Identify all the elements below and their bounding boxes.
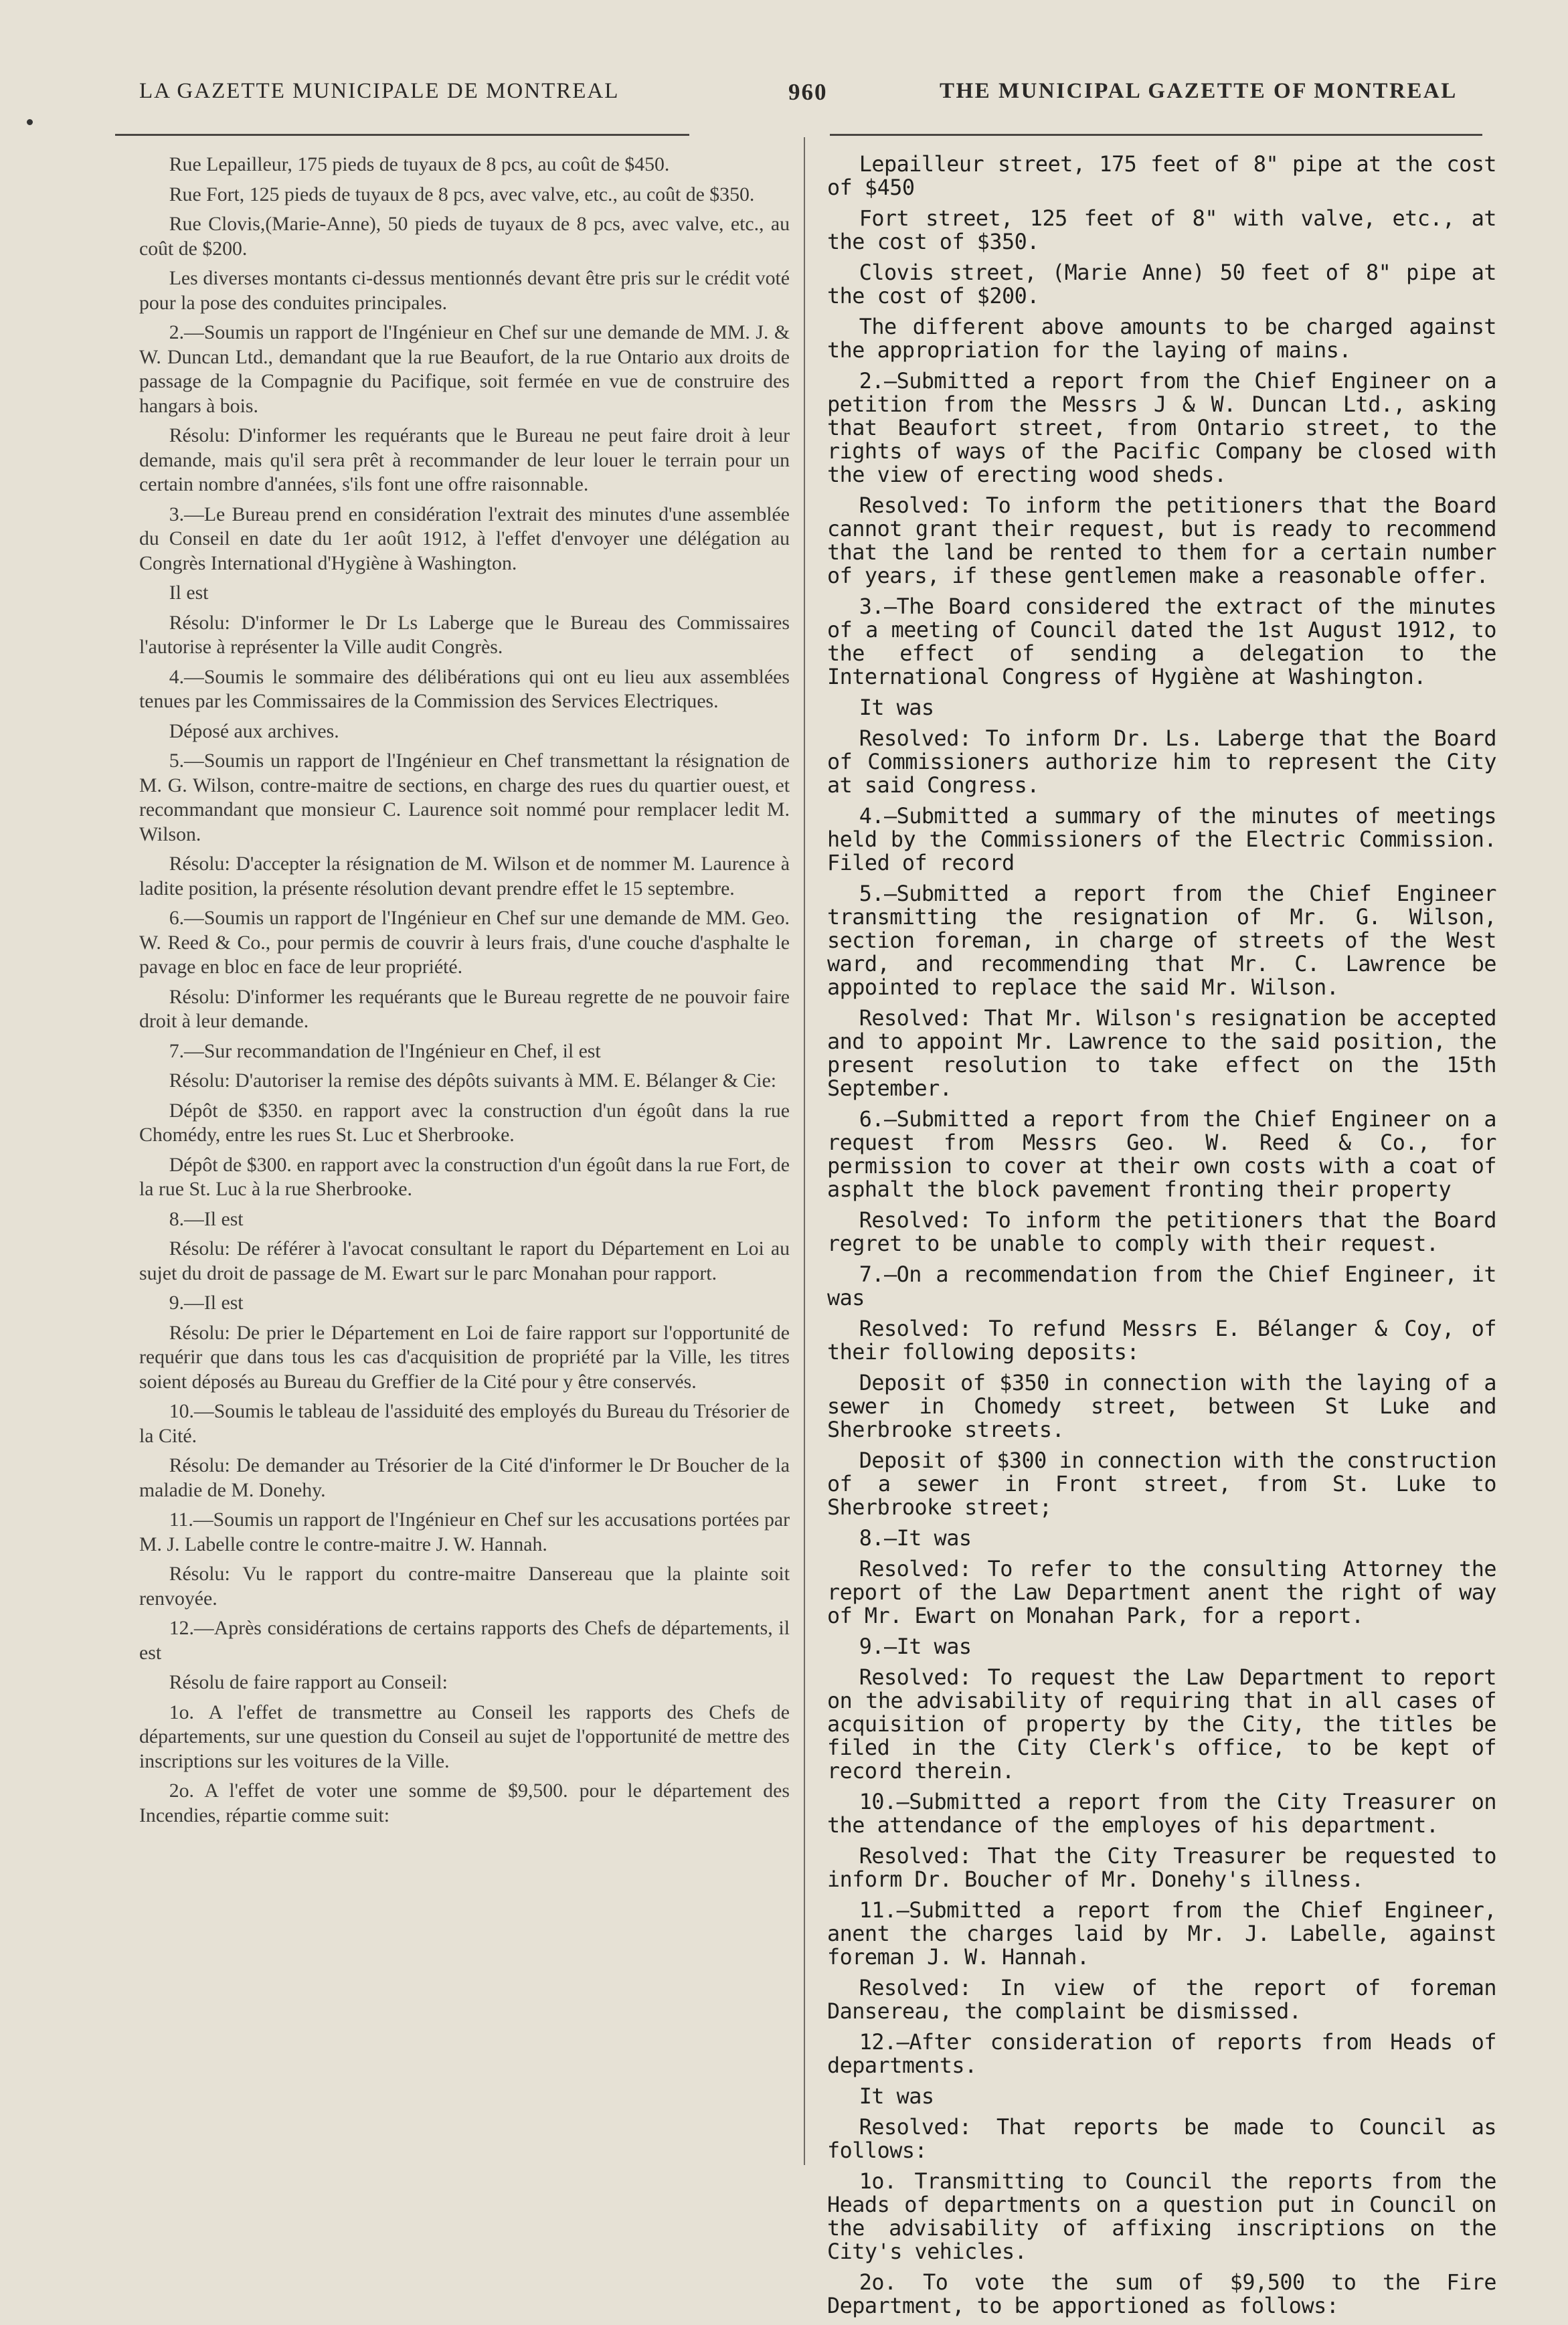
french-paragraph: 2o. A l'effet de voter une somme de $9,500. pour le département des Incendies, répartie comme suit: <box>139 1780 790 1826</box>
french-paragraph: Rue Clovis,(Marie-Anne), 50 pieds de tuyaux de 8 pcs, avec valve, etc., au coût de $200. <box>139 213 790 260</box>
french-paragraph: 4.—Soumis le sommaire des délibérations qui ont eu lieu aux assemblées tenues par les Commissaires de la Commission des Services Electriques. <box>139 665 790 712</box>
french-paragraph: Résolu: D'informer les requérants que le Bureau regrette de ne pouvoir faire droit à leur demande. <box>139 985 790 1032</box>
french-paragraph: Dépôt de $350. en rapport avec la construction d'un égoût dans la rue Chomédy, entre les rues St. Luc et Sherbrooke. <box>139 1099 790 1146</box>
english-paragraph: Resolved: To refund Messrs E. Bélanger & Coy, of their following deposits: <box>827 1316 1496 1365</box>
english-paragraph: 6.—Submitted a report from the Chief Engineer on a request from Messrs Geo. W. Reed & Co., for permission to cover at their own costs with a coat of asphalt the block pavement fronting their property <box>827 1107 1496 1202</box>
french-paragraph: Rue Fort, 125 pieds de tuyaux de 8 pcs, avec valve, etc., au coût de $350. <box>169 183 755 205</box>
english-paragraph: 3.—The Board considered the extract of the minutes of a meeting of Council dated the 1st August 1912, to the effect of sending a delegation to the International Congress of Hygiène at Washington. <box>827 594 1496 689</box>
english-paragraph: 5.—Submitted a report from the Chief Engineer transmitting the resignation of Mr. G. Wilson, section foreman, in charge of streets of the West ward, and recommending that Mr. C. Lawrence be appointed to replace the said Mr. Wilson. <box>827 881 1496 1000</box>
english-paragraph: Resolved: That the City Treasurer be requested to inform Dr. Boucher of Mr. Donehy's illness. <box>827 1844 1496 1892</box>
french-paragraph: Rue Lepailleur, 175 pieds de tuyaux de 8 pcs, au coût de $450. <box>169 153 670 175</box>
french-paragraph: 6.—Soumis un rapport de l'Ingénieur en Chef sur une demande de MM. Geo. W. Reed & Co., pour permis de couvrir à leurs frais, d'une couche d'asphalte le pavage en bloc en face de leur propriété. <box>139 907 790 978</box>
page-number: 960 <box>788 79 828 105</box>
french-paragraph: Les diverses montants ci-dessus mentionnés devant être pris sur le crédit voté pour la pose des conduites principales. <box>139 267 790 314</box>
english-paragraph: 10.—Submitted a report from the City Treasurer on the attendance of the employes of his department. <box>827 1790 1496 1838</box>
french-paragraph: 8.—Il est <box>169 1207 244 1230</box>
english-paragraph: It was <box>859 695 934 720</box>
english-paragraph: The different above amounts to be charged against the appropriation for the laying of mains. <box>827 315 1496 363</box>
french-paragraph: 10.—Soumis le tableau de l'assiduité des employés du Bureau du Trésorier de la Cité. <box>139 1400 790 1447</box>
french-paragraph: Déposé aux archives. <box>169 719 339 742</box>
header-english-title: THE MUNICIPAL GAZETTE OF MONTREAL <box>940 79 1458 103</box>
english-paragraph: 9.—It was <box>859 1634 972 1659</box>
english-paragraph: It was <box>859 2084 934 2109</box>
english-paragraph: Resolved: To inform the petitioners that the Board regret to be unable to comply with their request. <box>827 1208 1496 1256</box>
french-paragraph: Dépôt de $300. en rapport avec la construction d'un égoût dans la rue Fort, de la rue St. Luc à la rue Sherbrooke. <box>139 1153 790 1200</box>
header-rule-right <box>830 134 1482 136</box>
french-paragraph: Résolu: De référer à l'avocat consultant le raport du Département en Loi au sujet du droit de passage de M. Ewart sur le parc Monahan pour rapport. <box>139 1237 790 1284</box>
english-paragraph: 7.—On a recommendation from the Chief Engineer, it was <box>827 1262 1496 1310</box>
header-rule-left <box>115 134 689 136</box>
english-paragraph: 11.—Submitted a report from the Chief Engineer, anent the charges laid by Mr. J. Labelle, against foreman J. W. Hannah. <box>827 1898 1496 1970</box>
french-paragraph: 2.—Soumis un rapport de l'Ingénieur en Chef sur une demande de MM. J. & W. Duncan Ltd., demandant que la rue Beaufort, de la rue Ontario aux droits de passage de la Compagnie du Pacifique, soit fermée en vue de construire des hangars à bois. <box>139 321 790 417</box>
english-paragraph: 1o. Transmitting to Council the reports from the Heads of departments on a question put in Council on the advisability of affixing inscriptions on the City's vehicles. <box>827 2169 1496 2264</box>
english-paragraph: 4.—Submitted a summary of the minutes of meetings held by the Commissioners of the Electric Commission. Filed of record <box>827 804 1496 875</box>
english-paragraph: Resolved: In view of the report of foreman Dansereau, the complaint be dismissed. <box>827 1976 1496 2024</box>
french-paragraph: Il est <box>169 582 209 604</box>
column-divider <box>804 137 805 2165</box>
french-paragraph: 7.—Sur recommandation de l'Ingénieur en Chef, il est <box>169 1039 601 1062</box>
french-column <box>139 153 790 1833</box>
english-paragraph: Deposit of $300 in connection with the construction of a sewer in Front street, from St. Luke to Sherbrooke street; <box>827 1448 1496 1520</box>
english-paragraph: Resolved: To refer to the consulting Attorney the report of the Law Department anent the right of way of Mr. Ewart on Monahan Park, for a report. <box>827 1557 1496 1628</box>
english-paragraph: Resolved: To request the Law Department to report on the advisability of requiring that in all cases of acquisition of property by the City, the titles be filed in the City Clerk's office, to be kept of record therein. <box>827 1665 1496 1784</box>
english-paragraph: Lepailleur street, 175 feet of 8" pipe at the cost of $450 <box>827 152 1496 200</box>
french-paragraph: Résolu: D'informer le Dr Ls Laberge que le Bureau des Commissaires l'autorise à représenter la Ville audit Congrès. <box>139 611 790 658</box>
header-french-title: LA GAZETTE MUNICIPALE DE MONTREAL <box>139 79 620 103</box>
english-paragraph: Resolved: To inform Dr. Ls. Laberge that the Board of Commissioners authorize him to represent the City at said Congress. <box>827 726 1496 798</box>
english-paragraph: Resolved: To inform the petitioners that the Board cannot grant their request, but is ready to recommend that the land be rented to them for a certain number of years, if these gentlemen make a reasonable offer. <box>827 493 1496 588</box>
english-column <box>827 153 1496 2325</box>
french-paragraph: Résolu: Vu le rapport du contre-maitre Dansereau que la plainte soit renvoyée. <box>139 1563 790 1610</box>
english-paragraph: Clovis street, (Marie Anne) 50 feet of 8" pipe at the cost of $200. <box>827 260 1496 309</box>
french-paragraph: 12.—Après considérations de certains rapports des Chefs de départements, il est <box>139 1617 790 1664</box>
french-paragraph: Résolu: D'autoriser la remise des dépôts suivants à MM. E. Bélanger & Cie: <box>169 1069 777 1092</box>
french-paragraph: Résolu de faire rapport au Conseil: <box>169 1671 448 1693</box>
french-paragraph: Résolu: D'accepter la résignation de M. Wilson et de nommer M. Laurence à ladite position, la présente résolution devant prendre effet le 15 septembre. <box>139 853 790 899</box>
english-paragraph: Resolved: That reports be made to Council as follows: <box>827 2115 1496 2163</box>
french-paragraph: Résolu: De demander au Trésorier de la Cité d'informer le Dr Boucher de la maladie de M. Donehy. <box>139 1454 790 1501</box>
english-paragraph: Deposit of $350 in connection with the laying of a sewer in Chomedy street, between St Luke and Sherbrooke streets. <box>827 1371 1496 1442</box>
english-paragraph: 2.—Submitted a report from the Chief Engineer on a petition from the Messrs J & W. Duncan Ltd., asking that Beaufort street, from Ontario street, to the rights of ways of the Pacific Company be closed with the view of erecting wood sheds. <box>827 369 1496 487</box>
english-paragraph: Resolved: That Mr. Wilson's resignation be accepted and to appoint Mr. Lawrence to the said position, the present resolution to take effect on the 15th September. <box>827 1006 1496 1101</box>
margin-dot <box>27 119 33 125</box>
french-paragraph: 11.—Soumis un rapport de l'Ingénieur en Chef sur les accusations portées par M. J. Labelle contre le contre-maitre J. W. Hannah. <box>139 1509 790 1555</box>
english-paragraph: 12.—After consideration of reports from Heads of departments. <box>827 2030 1496 2078</box>
english-paragraph: Fort street, 125 feet of 8" with valve, etc., at the cost of $350. <box>827 206 1496 254</box>
french-paragraph: 9.—Il est <box>169 1292 244 1314</box>
french-paragraph: 5.—Soumis un rapport de l'Ingénieur en Chef transmettant la résignation de M. G. Wilson, contre-maitre de sections, en charge des rues du quartier ouest, et recommandant que monsieur C. Laurence soit nommé pour remplacer ledit M. Wilson. <box>139 750 790 845</box>
french-paragraph: Résolu: D'informer les requérants que le Bureau ne peut faire droit à leur demande, mais qu'il sera prêt à recommander de leur louer le terrain pour un certain nombre d'années, s'ils font une offre raisonnable. <box>139 424 790 495</box>
english-paragraph: 8.—It was <box>859 1526 972 1551</box>
french-paragraph: 1o. A l'effet de transmettre au Conseil les rapports des Chefs de départements, sur une question du Conseil au sujet de l'opportunité de mettre des inscriptions sur les voitures de la Ville. <box>139 1701 790 1772</box>
english-paragraph: 2o. To vote the sum of $9,500 to the Fire Department, to be apportioned as follows: <box>827 2270 1496 2318</box>
french-paragraph: 3.—Le Bureau prend en considération l'extrait des minutes d'une assemblée du Conseil en date du 1er août 1912, à l'effet d'envoyer une délégation au Congrès International d'Hygiène à Washington. <box>139 503 790 574</box>
french-paragraph: Résolu: De prier le Département en Loi de faire rapport sur l'opportunité de requérir que dans tous les cas d'acquisition de propriété par la Ville, les titres soient déposés au Bureau du Greffier de la Cité pour y être conservés. <box>139 1321 790 1393</box>
